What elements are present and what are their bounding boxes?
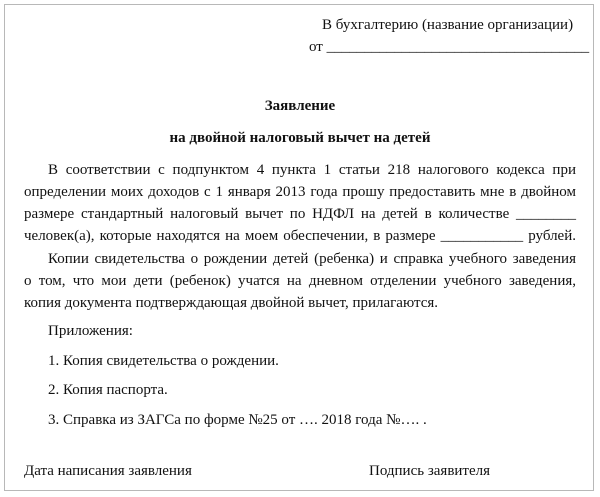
paragraph2-line-1: Копии свидетельства о рождении детей (ребенка) и справка учебного заведения xyxy=(48,251,576,267)
recipient-line: В бухгалтерию (название организации) xyxy=(322,17,574,33)
paragraph1-line-4: человек(а), которые находятся на моем обеспечении, в размере ___________ рублей. xyxy=(24,228,576,244)
paragraph1-line-2: определении моих доходов с 1 января 2013 года прошу предоставить мне в двойном xyxy=(24,184,576,200)
document-title: Заявление xyxy=(264,98,336,114)
date-label: Дата написания заявления xyxy=(24,463,192,479)
attachment-item-1: 1. Копия свидетельства о рождении. xyxy=(48,353,279,369)
paragraph2-line-3: копия документа подтверждающая двойной вычет, прилагаются. xyxy=(24,295,439,311)
signature-label: Подпись заявителя xyxy=(369,463,491,479)
attachments-heading: Приложения: xyxy=(48,323,133,339)
paragraph2-line-2: о том, что мои дети (ребенок) учатся на дневном отделении учебного заведения, xyxy=(24,273,576,289)
paragraph1-line-3: размере стандартный налоговый вычет по НДФЛ на детей в количестве ________ xyxy=(24,206,576,222)
document-subtitle: на двойной налоговый вычет на детей xyxy=(169,130,431,146)
attachment-item-2: 2. Копия паспорта. xyxy=(48,382,168,398)
attachment-item-3: 3. Справка из ЗАГСа по форме №25 от …. 2018 года №…. . xyxy=(48,412,427,428)
paragraph1-line-1: В соответствии с подпунктом 4 пункта 1 статьи 218 налогового кодекса при xyxy=(48,162,576,178)
from-line: от ___________________________________ xyxy=(309,39,590,55)
